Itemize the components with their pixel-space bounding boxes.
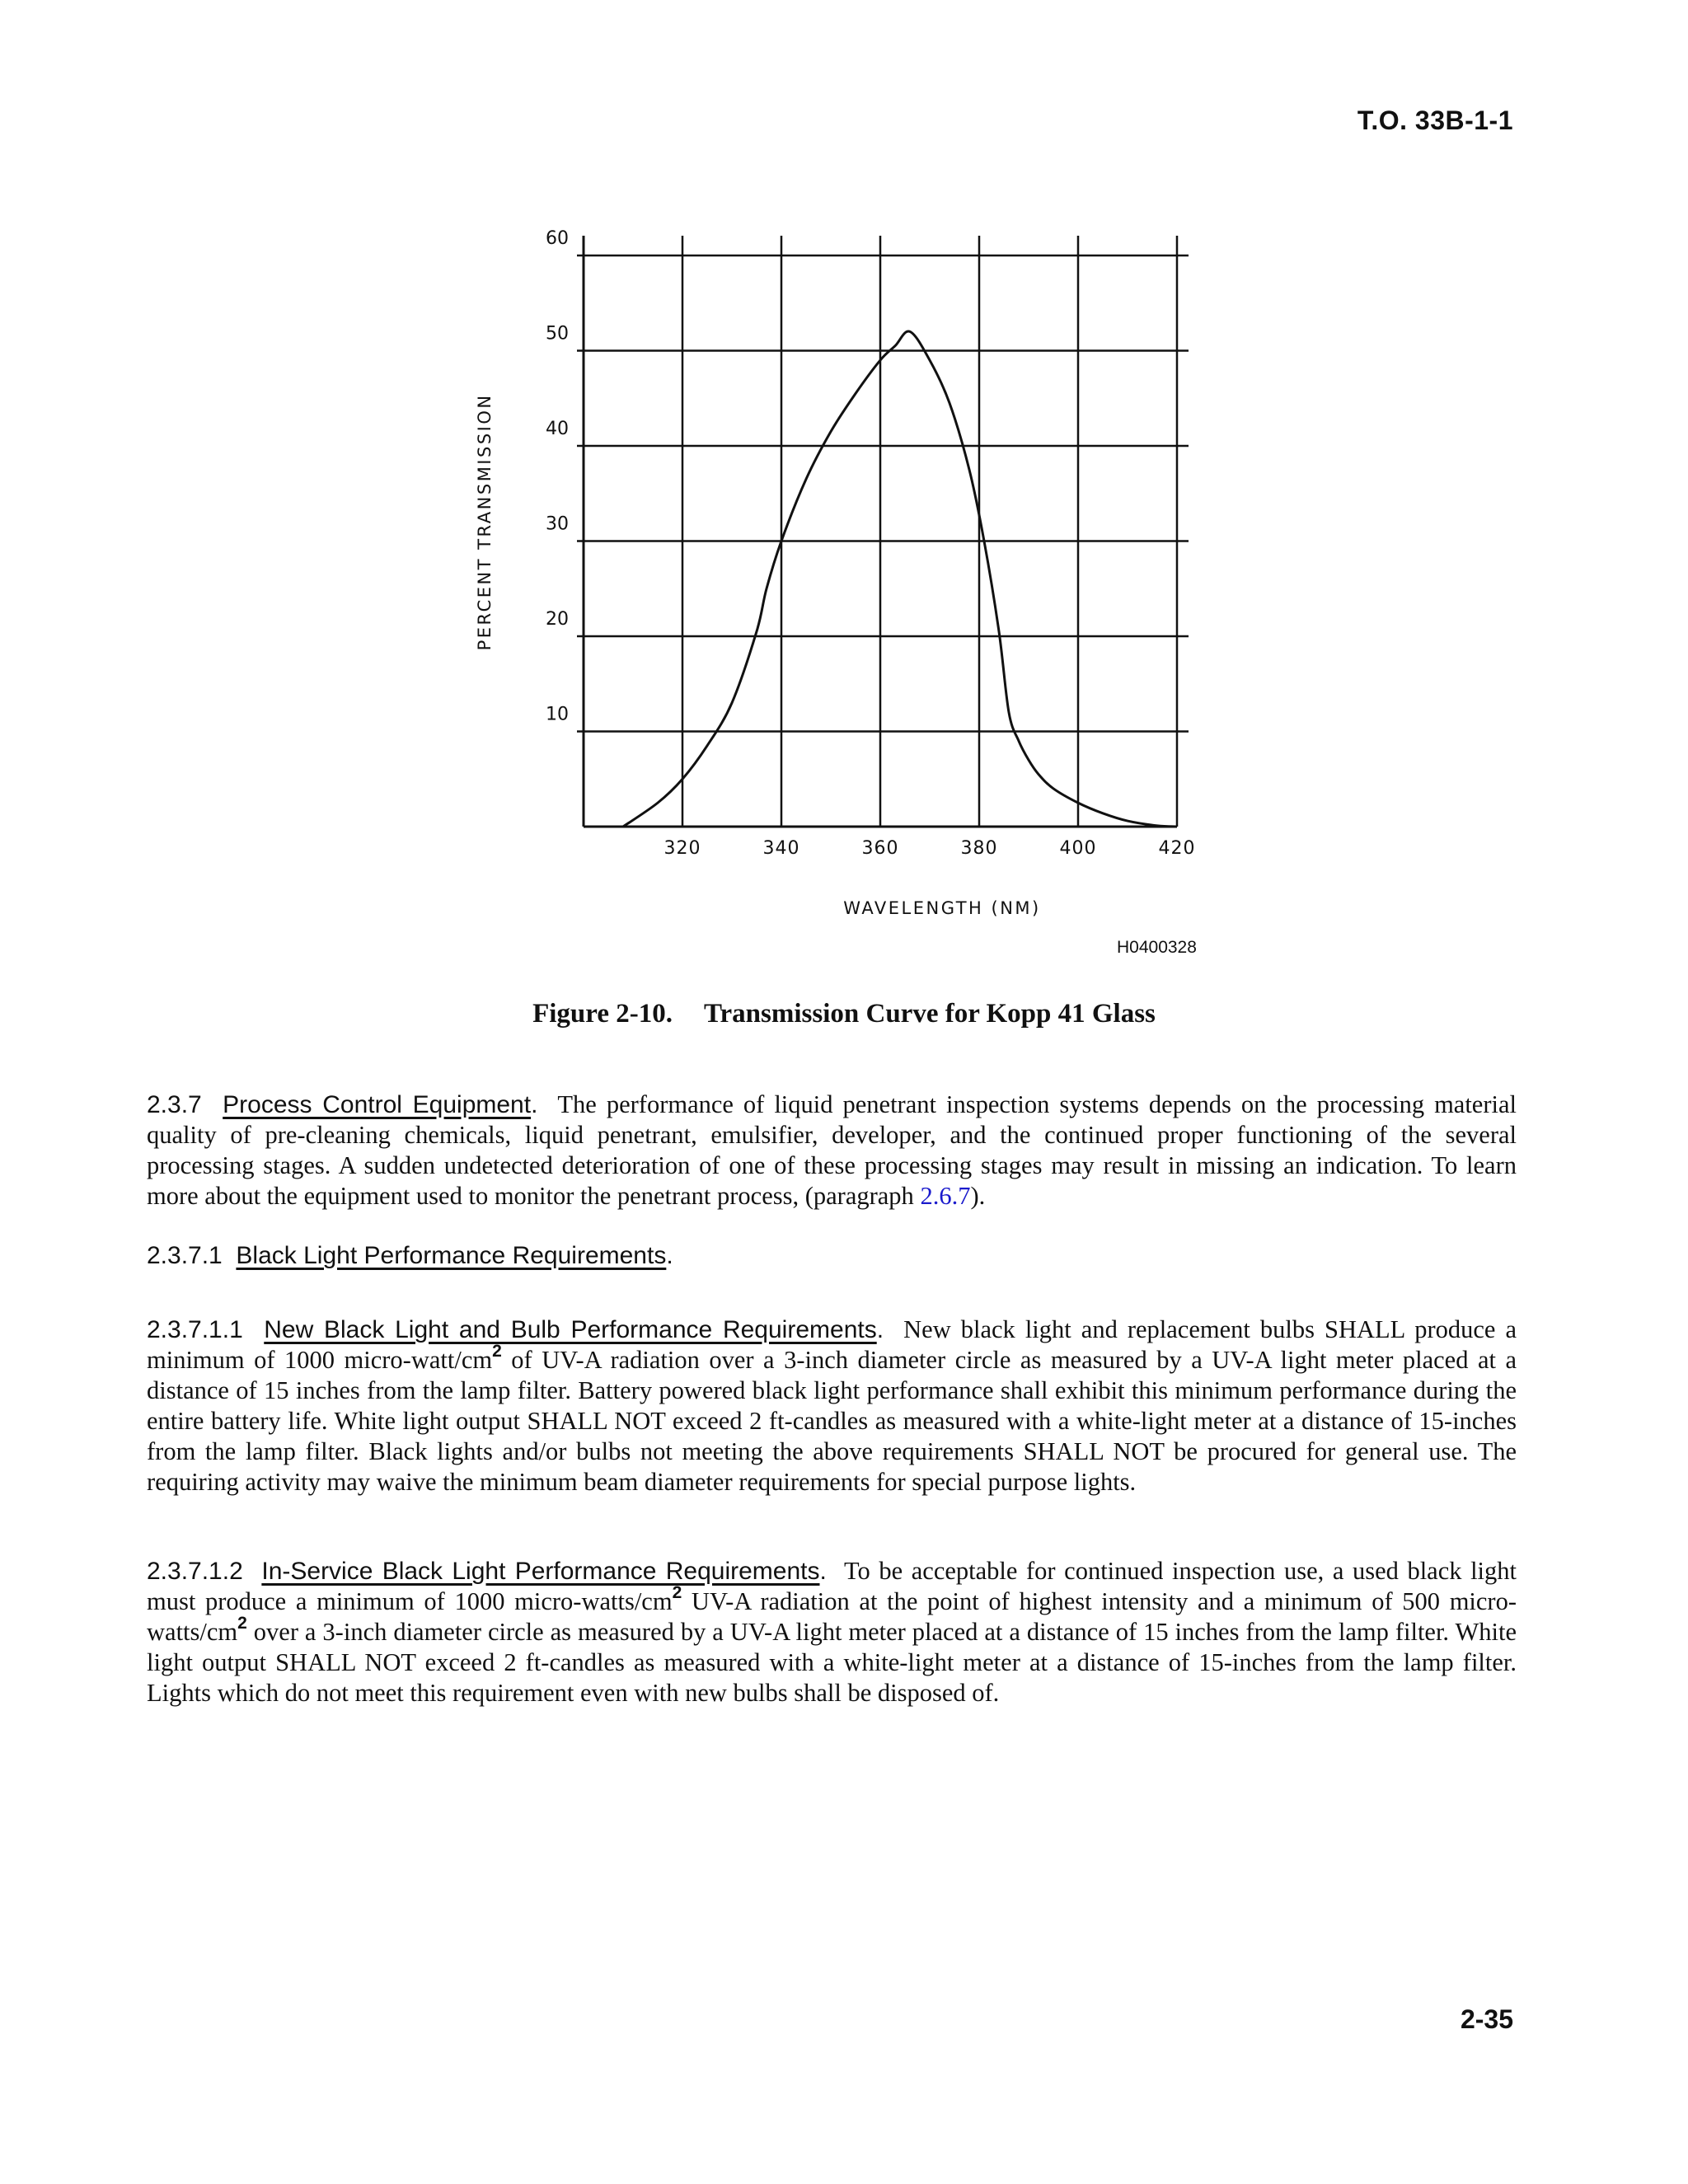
paragraph-text: New black light and replacement bulbs SHALL produce a minimum of 1000 micro-watt/cm [147, 1315, 1517, 1374]
paragraph-text: The performance of liquid penetrant inspection systems depends on the processing material quality of pre-cleaning chemicals, liquid penetrant, emulsifier, developer, and the continued proper functioning of the several processing stages. A sudden undetected deterioration of one of these processing stages may result in missing an indication. To learn more about the equipment used to monitor the penetrant process, (paragraph [147, 1090, 1517, 1210]
paragraph-2-3-7: 2.3.7 Process Control Equipment. The performance of liquid penetrant inspection systems depends on the processing material quality of pre-cleaning chemicals, liquid penetrant, emulsifier, developer, and the continued proper functioning of the several processing stages. A sudden undetected deterioration of one of these processing stages may result in missing an indication. To learn more about the equipment used to monitor the penetrant process, (paragraph 2.6.7). [147, 1090, 1517, 1210]
x-tick-label: 380 [960, 838, 998, 859]
section-number: 2.3.7 [147, 1091, 202, 1118]
paragraph-text: To be acceptable for continued inspection use, a used black light must produce a minimum of 1000 micro-watts/cm [147, 1557, 1517, 1615]
section-heading: Black Light Performance Requirements [236, 1242, 667, 1269]
figure-code: H0400328 [1117, 938, 1197, 957]
section-heading: In-Service Black Light Performance Requirements [261, 1558, 820, 1585]
figure-number: Figure 2-10. [532, 999, 673, 1029]
superscript: 2 [237, 1613, 247, 1633]
paragraph-text-end: ). [970, 1182, 986, 1210]
section-heading: Process Control Equipment [223, 1091, 532, 1118]
paragraph-2-3-7-1-1: 2.3.7.1.1 New Black Light and Bulb Performance Requirements. New black light and replacement bulbs SHALL produce a minimum of 1000 micro-$watt/cm^2$ of UV-A radiation over a 3-inch diameter circle as measured by a UV-A light meter placed at a distance of 15 inches from the lamp filter. Battery powered black light performance shall exhibit this minimum performance during the entire battery life. White light output SHALL NOT exceed 2 ft-candles as measured with a white-light meter at a distance of 15-inches from the lamp filter. Black lights and/or bulbs not meeting the above requirements SHALL NOT be procured for general use. The requiring activity may waive the minimum beam diameter requirements for special purpose lights. [147, 1315, 1517, 1496]
chart-grid [577, 236, 1189, 827]
figure-title: Transmission Curve for Kopp 41 Glass [703, 999, 1156, 1029]
x-tick-label: 400 [1059, 838, 1097, 859]
paragraph-2-3-7-1-2: 2.3.7.1.2 In-Service Black Light Performance Requirements. To be acceptable for continued inspection use, a used black light must produce a minimum of 1000 micro-$watts/cm^2$ UV-A radiation at the point of highest intensity and a minimum of 500 micro-$watts/cm^2$ over a 3-inch diameter circle as measured by a UV-A light meter placed at a distance of 15 inches from the lamp filter. White light output SHALL NOT exceed 2 ft-candles as measured with a white-light meter at a distance of 15-inches from the lamp filter. Lights which do not meet this requirement even with new bulbs shall be disposed of. [147, 1557, 1517, 1707]
superscript: 2 [672, 1582, 682, 1602]
section-number: 2.3.7.1 [147, 1242, 223, 1269]
x-tick-label: 340 [762, 838, 800, 859]
figure-caption [0, 999, 1688, 1029]
x-tick-label: 420 [1158, 838, 1196, 859]
section-number: 2.3.7.1.1 [147, 1316, 243, 1343]
y-tick-label: 30 [546, 513, 569, 535]
x-tick-label: 360 [861, 838, 899, 859]
superscript: 2 [492, 1341, 502, 1361]
document-id: T.O. 33B-1-1 [1357, 105, 1513, 135]
paragraph-text-cont: UV-A radiation at the point of highest intensity and a minimum of 500 micro-watts/cm [147, 1587, 1517, 1646]
y-tick-label: 10 [546, 704, 569, 725]
paragraph-link[interactable]: 2.6.7 [920, 1182, 971, 1210]
section-heading: New Black Light and Bulb Performance Requirements [264, 1316, 877, 1343]
x-tick-label: 320 [663, 838, 701, 859]
paragraph-text-cont: of UV-A radiation over a 3-inch diameter circle as measured by a UV-A light meter placed at a distance of 15 inches from the lamp filter. Battery powered black light performance shall exhibit this minimum performance during the entire battery life. White light output SHALL NOT exceed 2 ft-candles as measured with a white-light meter at a distance of 15-inches from the lamp filter. Black lights and/or bulbs not meeting the above requirements SHALL NOT be procured for general use. The requiring activity may waive the minimum beam diameter requirements for special purpose lights. [147, 1346, 1517, 1496]
y-tick-label: 50 [546, 323, 569, 344]
y-tick-labels [546, 228, 569, 725]
section-number: 2.3.7.1.2 [147, 1558, 243, 1585]
x-tick-labels [664, 838, 1196, 859]
transmission-chart [445, 214, 1236, 940]
x-axis-label: WAVELENGTH (NM) [843, 898, 1041, 918]
y-tick-label: 60 [546, 228, 569, 249]
paragraph-text-end: over a 3-inch diameter circle as measured by a UV-A light meter placed at a distance of 15 inches from the lamp filter. White light output SHALL NOT exceed 2 ft-candles as measured with a white-light meter at a distance of 15-inches from the lamp filter. Lights which do not meet this requirement even with new bulbs shall be disposed of. [147, 1618, 1517, 1707]
page-number: 2-35 [1460, 2004, 1513, 2034]
y-tick-label: 40 [546, 419, 569, 439]
y-tick-label: 20 [546, 609, 569, 630]
paragraph-2-3-7-1: 2.3.7.1 Black Light Performance Requirements. [147, 1242, 673, 1269]
transmission-curve [623, 331, 1177, 827]
y-axis-label: PERCENT TRANSMISSION [475, 393, 495, 651]
